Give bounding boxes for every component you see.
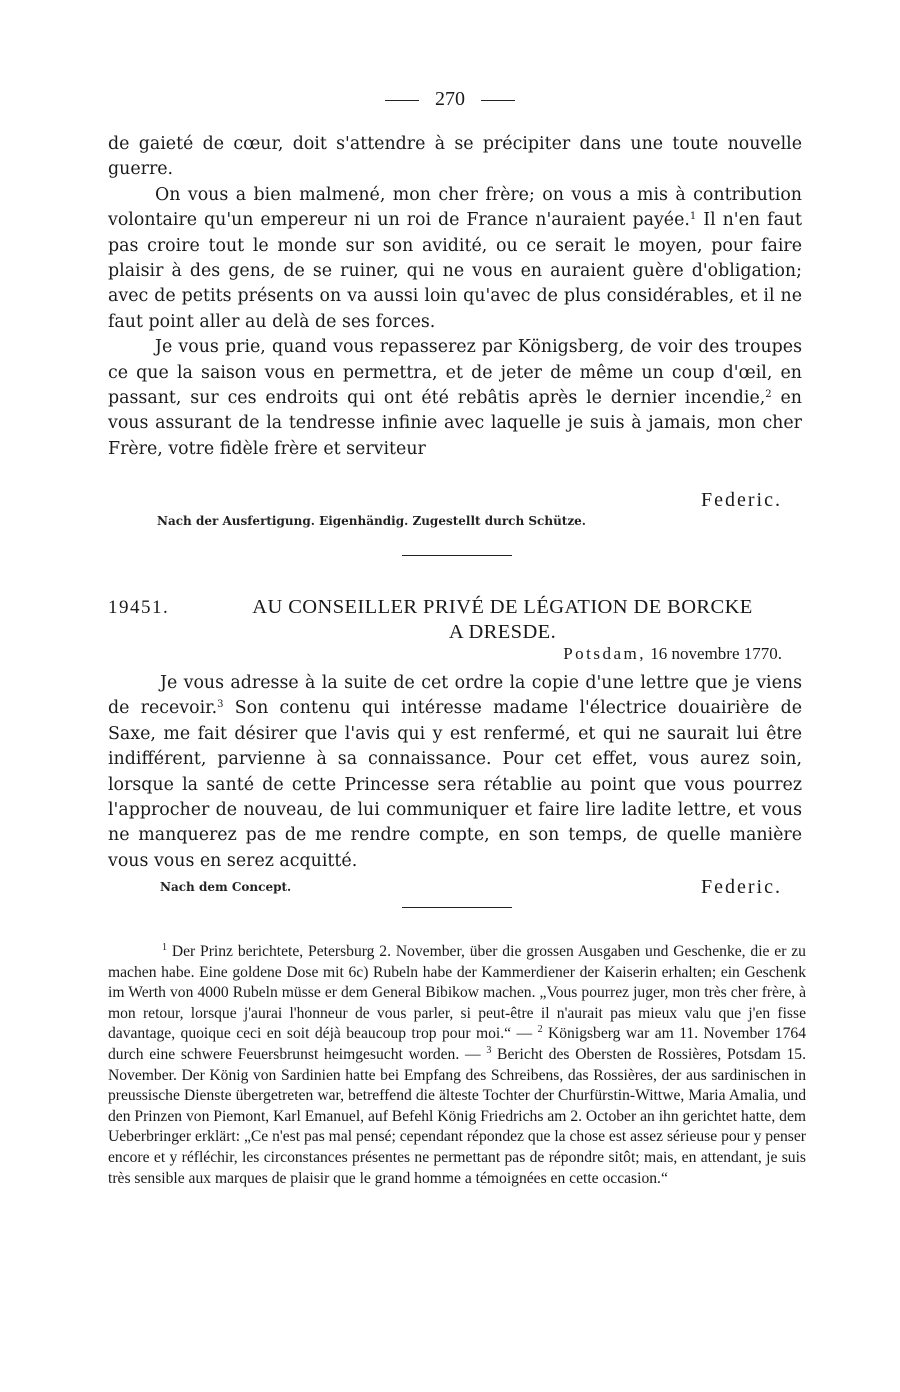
- letter-1-text-3a: Je vous prie, quand vous repasserez par Königsberg, de voir des troupes ce que la saison vous en permettra, et de jeter de même un coup d'œil, en passant, sur ces endroits qui ont été rebâtis après le dernier incendie,: [108, 337, 802, 409]
- letter-2-body: [108, 671, 802, 874]
- footnote-1-text: Der Prinz berichtete, Petersburg 2. November, über die grossen Ausgaben und Geschenke, die er zu machen habe. Eine goldene Dose mit 6c) Rubeln habe der Kammerdiener der Kaiserin erhalten; ein Geschenk im Werth von 4000 Rubeln müsse er dem General Bibikow machen. „Vous pourrez juger, mon très cher frère, à mon retour, lorsque j'aurai l'honneur de vous parler, si peut-être il n'aurait pas mieux valu que j'en fisse davantage, quoique ceci en soit déjà beaucoup trop pour moi.“: [108, 943, 806, 1043]
- section-divider: [402, 555, 512, 556]
- footnote-3-mark: 3: [486, 1044, 492, 1056]
- footnote-2-mark: 2: [537, 1024, 543, 1036]
- letter-2-title-line-1: AU CONSEILLER PRIVÉ DE LÉGATION DE BORCKE: [252, 596, 753, 618]
- letter-2-number: 19451.: [108, 597, 170, 618]
- letter-1-paragraph-1: de gaieté de cœur, doit s'attendre à se précipiter dans une toute nouvelle guerre.: [108, 134, 802, 180]
- letter-2-paragraph: [108, 671, 802, 874]
- letter-2-source-note: Nach dem Concept.: [160, 880, 292, 894]
- letter-1-signature: Federic.: [701, 489, 782, 511]
- letter-1-text-2a: On vous a bien malmené, mon cher frère; on vous a mis à contribution volontaire qu'un empereur ni un roi de France n'auraient payée.: [108, 184, 802, 231]
- letter-2-date: 16 novembre 1770.: [650, 644, 782, 663]
- footnote-divider: [402, 907, 512, 908]
- letter-2-date-place: Potsdam,: [563, 644, 647, 663]
- footnote-mark-3: 3: [217, 699, 224, 711]
- letter-1-text-2b: Il n'en faut pas croire tout le monde sur son avidité, ou ce serait le moyen, pour faire plaisir à des gens, de se ruiner, qui ne vous en auraient guère d'obligation; avec de petits présents on va aussi loin qu'avec de plus considérables, et il ne faut point aller au delà de ses forces.: [108, 210, 802, 332]
- header-dash-left: [385, 100, 419, 101]
- letter-1-source-note: Nach der Ausfertigung. Eigenhändig. Zugestellt durch Schütze.: [157, 514, 586, 528]
- letter-2-title: [200, 595, 805, 645]
- footnotes: [108, 942, 806, 1189]
- letter-1-paragraph-2: [108, 183, 802, 335]
- footnote-3-text: Bericht des Obersten de Rossières, Potsdam 15. November. Der König von Sardinien hatte bei Empfang des Schreibens, das Rossières, der aus sardinischen in preussische Dienste übergetreten war, betreffend die älteste Tochter der Churfürstin-Wittwe, Maria Amalia, und den Prinzen von Piemont, Karl Emanuel, auf Befehl König Friedrichs am 2. October an ihn gerichtet hatte, dem Ueberbringer erklärt: „Ce n'est pas mal pensé; cependant répondez que la chose est assez sérieuse pour y penser encore et y réfléchir, les circonstances présentes ne permettant pas de répondre sitôt; mais, en attendant, je suis très sensible aux marques de plaisir que le grand homme a témoignées en cette occasion.“: [108, 1045, 806, 1187]
- footnote-1-mark: 1: [162, 942, 167, 953]
- letter-1-body: [108, 132, 802, 462]
- footnote-block: [108, 942, 806, 1189]
- header-dash-right: [481, 100, 515, 101]
- letter-1-text-3b: en vous assurant de la tendresse infinie avec laquelle je suis à jamais, mon cher Frère, votre fidèle frère et serviteur: [108, 388, 802, 459]
- letter-2-signature: Federic.: [701, 876, 782, 898]
- letter-2-title-line-2: A DRESDE.: [448, 621, 557, 643]
- footnote-mark-2: 2: [765, 389, 772, 401]
- letter-2-text-b: Son contenu qui intéresse madame l'électrice douairière de Saxe, me fait désirer que l'avis qui y est renfermé, et qui ne saurait lui être indifférent, parvienne à sa connaissance. Pour cet effet, vous aurez soin, lorsque la santé de cette Princesse sera rétablie au point que vous pourrez l'approcher de nouveau, de lui communiquer et faire lire ladite lettre, et vous ne manquerez pas de me rendre compte, en son temps, de quelle manière vous vous en serez acquitté.: [108, 698, 802, 871]
- page-header: [0, 88, 900, 111]
- letter-2-dateline: [420, 644, 782, 664]
- footnote-mark-1: 1: [689, 211, 697, 223]
- footnote-separator-1: —: [516, 1025, 533, 1043]
- footnote-separator-2: —: [464, 1045, 481, 1063]
- letter-1-paragraph-3: [108, 335, 802, 462]
- page-number: 270: [435, 88, 465, 110]
- letter-2-text-a: Je vous adresse à la suite de cet ordre la copie d'une lettre que je viens de recevoir.: [108, 673, 802, 719]
- footnote-2-text: Königsberg war am 11. November 1764 durch eine schwere Feuersbrunst heimgesucht worden.: [108, 1025, 806, 1063]
